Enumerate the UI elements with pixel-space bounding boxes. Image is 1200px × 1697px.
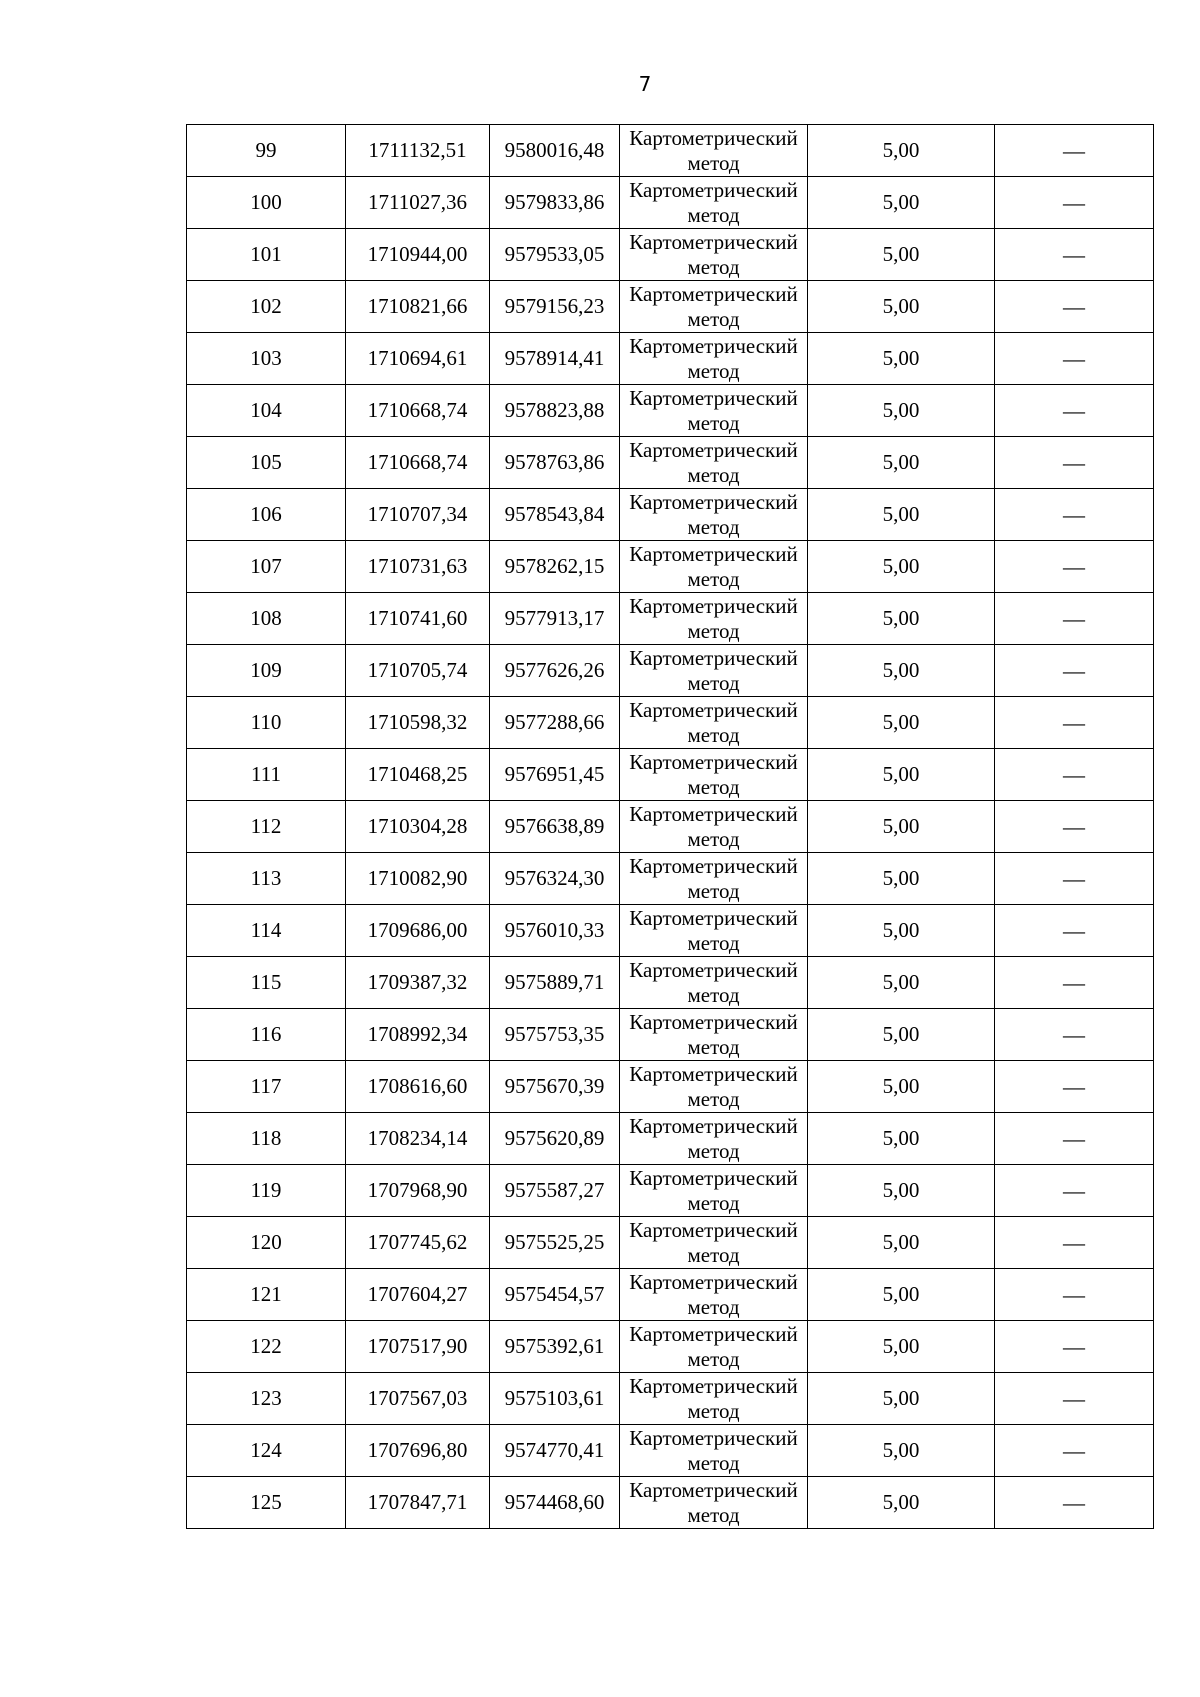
accuracy-cell: 5,00 bbox=[808, 333, 995, 385]
coordinates-table bbox=[186, 124, 1154, 1529]
description-cell: — bbox=[995, 749, 1154, 801]
point-number-cell: 103 bbox=[187, 333, 346, 385]
method-cell: Картометрический метод bbox=[620, 853, 808, 905]
accuracy-cell: 5,00 bbox=[808, 1009, 995, 1061]
description-cell: — bbox=[995, 957, 1154, 1009]
x-coordinate-cell: 1710944,00 bbox=[346, 229, 490, 281]
x-coordinate-cell: 1710304,28 bbox=[346, 801, 490, 853]
y-coordinate-cell: 9575392,61 bbox=[490, 1321, 620, 1373]
method-cell: Картометрический метод bbox=[620, 645, 808, 697]
point-number-cell: 120 bbox=[187, 1217, 346, 1269]
x-coordinate-cell: 1707696,80 bbox=[346, 1425, 490, 1477]
point-number-cell: 107 bbox=[187, 541, 346, 593]
method-cell: Картометрический метод bbox=[620, 957, 808, 1009]
x-coordinate-cell: 1709387,32 bbox=[346, 957, 490, 1009]
y-coordinate-cell: 9576951,45 bbox=[490, 749, 620, 801]
point-number-cell: 100 bbox=[187, 177, 346, 229]
method-cell: Картометрический метод bbox=[620, 333, 808, 385]
point-number-cell: 118 bbox=[187, 1113, 346, 1165]
description-cell: — bbox=[995, 541, 1154, 593]
accuracy-cell: 5,00 bbox=[808, 697, 995, 749]
method-cell: Картометрический метод bbox=[620, 125, 808, 177]
x-coordinate-cell: 1710731,63 bbox=[346, 541, 490, 593]
point-number-cell: 110 bbox=[187, 697, 346, 749]
accuracy-cell: 5,00 bbox=[808, 1425, 995, 1477]
accuracy-cell: 5,00 bbox=[808, 385, 995, 437]
table-row bbox=[187, 853, 1154, 905]
y-coordinate-cell: 9575670,39 bbox=[490, 1061, 620, 1113]
method-cell: Картометрический метод bbox=[620, 801, 808, 853]
method-cell: Картометрический метод bbox=[620, 1009, 808, 1061]
x-coordinate-cell: 1710741,60 bbox=[346, 593, 490, 645]
method-cell: Картометрический метод bbox=[620, 1373, 808, 1425]
description-cell: — bbox=[995, 853, 1154, 905]
point-number-cell: 109 bbox=[187, 645, 346, 697]
point-number-cell: 119 bbox=[187, 1165, 346, 1217]
description-cell: — bbox=[995, 1269, 1154, 1321]
method-cell: Картометрический метод bbox=[620, 229, 808, 281]
x-coordinate-cell: 1707847,71 bbox=[346, 1477, 490, 1529]
y-coordinate-cell: 9574770,41 bbox=[490, 1425, 620, 1477]
table-row bbox=[187, 1061, 1154, 1113]
table-row bbox=[187, 801, 1154, 853]
y-coordinate-cell: 9578763,86 bbox=[490, 437, 620, 489]
point-number-cell: 111 bbox=[187, 749, 346, 801]
x-coordinate-cell: 1709686,00 bbox=[346, 905, 490, 957]
table-row bbox=[187, 1165, 1154, 1217]
point-number-cell: 115 bbox=[187, 957, 346, 1009]
accuracy-cell: 5,00 bbox=[808, 1217, 995, 1269]
y-coordinate-cell: 9578543,84 bbox=[490, 489, 620, 541]
page-number: 7 bbox=[638, 72, 652, 96]
accuracy-cell: 5,00 bbox=[808, 645, 995, 697]
table-row bbox=[187, 1113, 1154, 1165]
method-cell: Картометрический метод bbox=[620, 177, 808, 229]
table-row bbox=[187, 1321, 1154, 1373]
accuracy-cell: 5,00 bbox=[808, 1061, 995, 1113]
table-row bbox=[187, 749, 1154, 801]
x-coordinate-cell: 1710668,74 bbox=[346, 385, 490, 437]
table-row bbox=[187, 593, 1154, 645]
y-coordinate-cell: 9574468,60 bbox=[490, 1477, 620, 1529]
table-row bbox=[187, 1477, 1154, 1529]
x-coordinate-cell: 1710707,34 bbox=[346, 489, 490, 541]
accuracy-cell: 5,00 bbox=[808, 1373, 995, 1425]
point-number-cell: 114 bbox=[187, 905, 346, 957]
x-coordinate-cell: 1710468,25 bbox=[346, 749, 490, 801]
x-coordinate-cell: 1708234,14 bbox=[346, 1113, 490, 1165]
accuracy-cell: 5,00 bbox=[808, 593, 995, 645]
table-row bbox=[187, 645, 1154, 697]
y-coordinate-cell: 9579833,86 bbox=[490, 177, 620, 229]
point-number-cell: 122 bbox=[187, 1321, 346, 1373]
y-coordinate-cell: 9575587,27 bbox=[490, 1165, 620, 1217]
point-number-cell: 112 bbox=[187, 801, 346, 853]
method-cell: Картометрический метод bbox=[620, 1061, 808, 1113]
method-cell: Картометрический метод bbox=[620, 1477, 808, 1529]
method-cell: Картометрический метод bbox=[620, 905, 808, 957]
x-coordinate-cell: 1707604,27 bbox=[346, 1269, 490, 1321]
description-cell: — bbox=[995, 281, 1154, 333]
table-row bbox=[187, 489, 1154, 541]
method-cell: Картометрический метод bbox=[620, 1269, 808, 1321]
method-cell: Картометрический метод bbox=[620, 1217, 808, 1269]
y-coordinate-cell: 9575889,71 bbox=[490, 957, 620, 1009]
table-row bbox=[187, 697, 1154, 749]
table-row bbox=[187, 281, 1154, 333]
y-coordinate-cell: 9579533,05 bbox=[490, 229, 620, 281]
description-cell: — bbox=[995, 437, 1154, 489]
description-cell: — bbox=[995, 1425, 1154, 1477]
point-number-cell: 105 bbox=[187, 437, 346, 489]
description-cell: — bbox=[995, 801, 1154, 853]
x-coordinate-cell: 1707745,62 bbox=[346, 1217, 490, 1269]
method-cell: Картометрический метод bbox=[620, 489, 808, 541]
accuracy-cell: 5,00 bbox=[808, 749, 995, 801]
x-coordinate-cell: 1710694,61 bbox=[346, 333, 490, 385]
description-cell: — bbox=[995, 1061, 1154, 1113]
x-coordinate-cell: 1710082,90 bbox=[346, 853, 490, 905]
accuracy-cell: 5,00 bbox=[808, 1477, 995, 1529]
y-coordinate-cell: 9575753,35 bbox=[490, 1009, 620, 1061]
description-cell: — bbox=[995, 333, 1154, 385]
point-number-cell: 101 bbox=[187, 229, 346, 281]
method-cell: Картометрический метод bbox=[620, 385, 808, 437]
description-cell: — bbox=[995, 489, 1154, 541]
point-number-cell: 117 bbox=[187, 1061, 346, 1113]
y-coordinate-cell: 9578823,88 bbox=[490, 385, 620, 437]
x-coordinate-cell: 1707517,90 bbox=[346, 1321, 490, 1373]
y-coordinate-cell: 9577913,17 bbox=[490, 593, 620, 645]
description-cell: — bbox=[995, 229, 1154, 281]
method-cell: Картометрический метод bbox=[620, 593, 808, 645]
x-coordinate-cell: 1710821,66 bbox=[346, 281, 490, 333]
description-cell: — bbox=[995, 645, 1154, 697]
description-cell: — bbox=[995, 1165, 1154, 1217]
y-coordinate-cell: 9575454,57 bbox=[490, 1269, 620, 1321]
x-coordinate-cell: 1708992,34 bbox=[346, 1009, 490, 1061]
table-row bbox=[187, 1373, 1154, 1425]
method-cell: Картометрический метод bbox=[620, 437, 808, 489]
point-number-cell: 116 bbox=[187, 1009, 346, 1061]
accuracy-cell: 5,00 bbox=[808, 1165, 995, 1217]
description-cell: — bbox=[995, 1217, 1154, 1269]
accuracy-cell: 5,00 bbox=[808, 905, 995, 957]
description-cell: — bbox=[995, 697, 1154, 749]
accuracy-cell: 5,00 bbox=[808, 1321, 995, 1373]
x-coordinate-cell: 1708616,60 bbox=[346, 1061, 490, 1113]
description-cell: — bbox=[995, 593, 1154, 645]
point-number-cell: 99 bbox=[187, 125, 346, 177]
table-row bbox=[187, 905, 1154, 957]
point-number-cell: 102 bbox=[187, 281, 346, 333]
accuracy-cell: 5,00 bbox=[808, 541, 995, 593]
y-coordinate-cell: 9578262,15 bbox=[490, 541, 620, 593]
method-cell: Картометрический метод bbox=[620, 1165, 808, 1217]
x-coordinate-cell: 1710598,32 bbox=[346, 697, 490, 749]
x-coordinate-cell: 1707567,03 bbox=[346, 1373, 490, 1425]
table-row bbox=[187, 1269, 1154, 1321]
description-cell: — bbox=[995, 385, 1154, 437]
table-row bbox=[187, 1009, 1154, 1061]
method-cell: Картометрический метод bbox=[620, 541, 808, 593]
y-coordinate-cell: 9576324,30 bbox=[490, 853, 620, 905]
x-coordinate-cell: 1711027,36 bbox=[346, 177, 490, 229]
table-row bbox=[187, 177, 1154, 229]
table-row bbox=[187, 125, 1154, 177]
y-coordinate-cell: 9579156,23 bbox=[490, 281, 620, 333]
accuracy-cell: 5,00 bbox=[808, 177, 995, 229]
y-coordinate-cell: 9580016,48 bbox=[490, 125, 620, 177]
method-cell: Картометрический метод bbox=[620, 697, 808, 749]
y-coordinate-cell: 9577288,66 bbox=[490, 697, 620, 749]
description-cell: — bbox=[995, 1321, 1154, 1373]
description-cell: — bbox=[995, 1009, 1154, 1061]
accuracy-cell: 5,00 bbox=[808, 125, 995, 177]
method-cell: Картометрический метод bbox=[620, 281, 808, 333]
point-number-cell: 104 bbox=[187, 385, 346, 437]
table-row bbox=[187, 333, 1154, 385]
y-coordinate-cell: 9576010,33 bbox=[490, 905, 620, 957]
accuracy-cell: 5,00 bbox=[808, 801, 995, 853]
y-coordinate-cell: 9576638,89 bbox=[490, 801, 620, 853]
point-number-cell: 121 bbox=[187, 1269, 346, 1321]
accuracy-cell: 5,00 bbox=[808, 957, 995, 1009]
point-number-cell: 124 bbox=[187, 1425, 346, 1477]
y-coordinate-cell: 9575525,25 bbox=[490, 1217, 620, 1269]
method-cell: Картометрический метод bbox=[620, 1113, 808, 1165]
accuracy-cell: 5,00 bbox=[808, 1269, 995, 1321]
point-number-cell: 108 bbox=[187, 593, 346, 645]
y-coordinate-cell: 9578914,41 bbox=[490, 333, 620, 385]
x-coordinate-cell: 1711132,51 bbox=[346, 125, 490, 177]
description-cell: — bbox=[995, 905, 1154, 957]
x-coordinate-cell: 1710705,74 bbox=[346, 645, 490, 697]
accuracy-cell: 5,00 bbox=[808, 853, 995, 905]
method-cell: Картометрический метод bbox=[620, 1425, 808, 1477]
table-body bbox=[187, 125, 1154, 1529]
accuracy-cell: 5,00 bbox=[808, 489, 995, 541]
point-number-cell: 113 bbox=[187, 853, 346, 905]
accuracy-cell: 5,00 bbox=[808, 437, 995, 489]
method-cell: Картометрический метод bbox=[620, 1321, 808, 1373]
point-number-cell: 125 bbox=[187, 1477, 346, 1529]
description-cell: — bbox=[995, 125, 1154, 177]
point-number-cell: 123 bbox=[187, 1373, 346, 1425]
table-row bbox=[187, 1425, 1154, 1477]
y-coordinate-cell: 9575103,61 bbox=[490, 1373, 620, 1425]
method-cell: Картометрический метод bbox=[620, 749, 808, 801]
description-cell: — bbox=[995, 1373, 1154, 1425]
accuracy-cell: 5,00 bbox=[808, 281, 995, 333]
table-row bbox=[187, 957, 1154, 1009]
accuracy-cell: 5,00 bbox=[808, 229, 995, 281]
table-row bbox=[187, 1217, 1154, 1269]
point-number-cell: 106 bbox=[187, 489, 346, 541]
y-coordinate-cell: 9575620,89 bbox=[490, 1113, 620, 1165]
accuracy-cell: 5,00 bbox=[808, 1113, 995, 1165]
x-coordinate-cell: 1710668,74 bbox=[346, 437, 490, 489]
table-row bbox=[187, 229, 1154, 281]
x-coordinate-cell: 1707968,90 bbox=[346, 1165, 490, 1217]
description-cell: — bbox=[995, 177, 1154, 229]
table-row bbox=[187, 541, 1154, 593]
table-row bbox=[187, 385, 1154, 437]
y-coordinate-cell: 9577626,26 bbox=[490, 645, 620, 697]
description-cell: — bbox=[995, 1477, 1154, 1529]
description-cell: — bbox=[995, 1113, 1154, 1165]
table-row bbox=[187, 437, 1154, 489]
